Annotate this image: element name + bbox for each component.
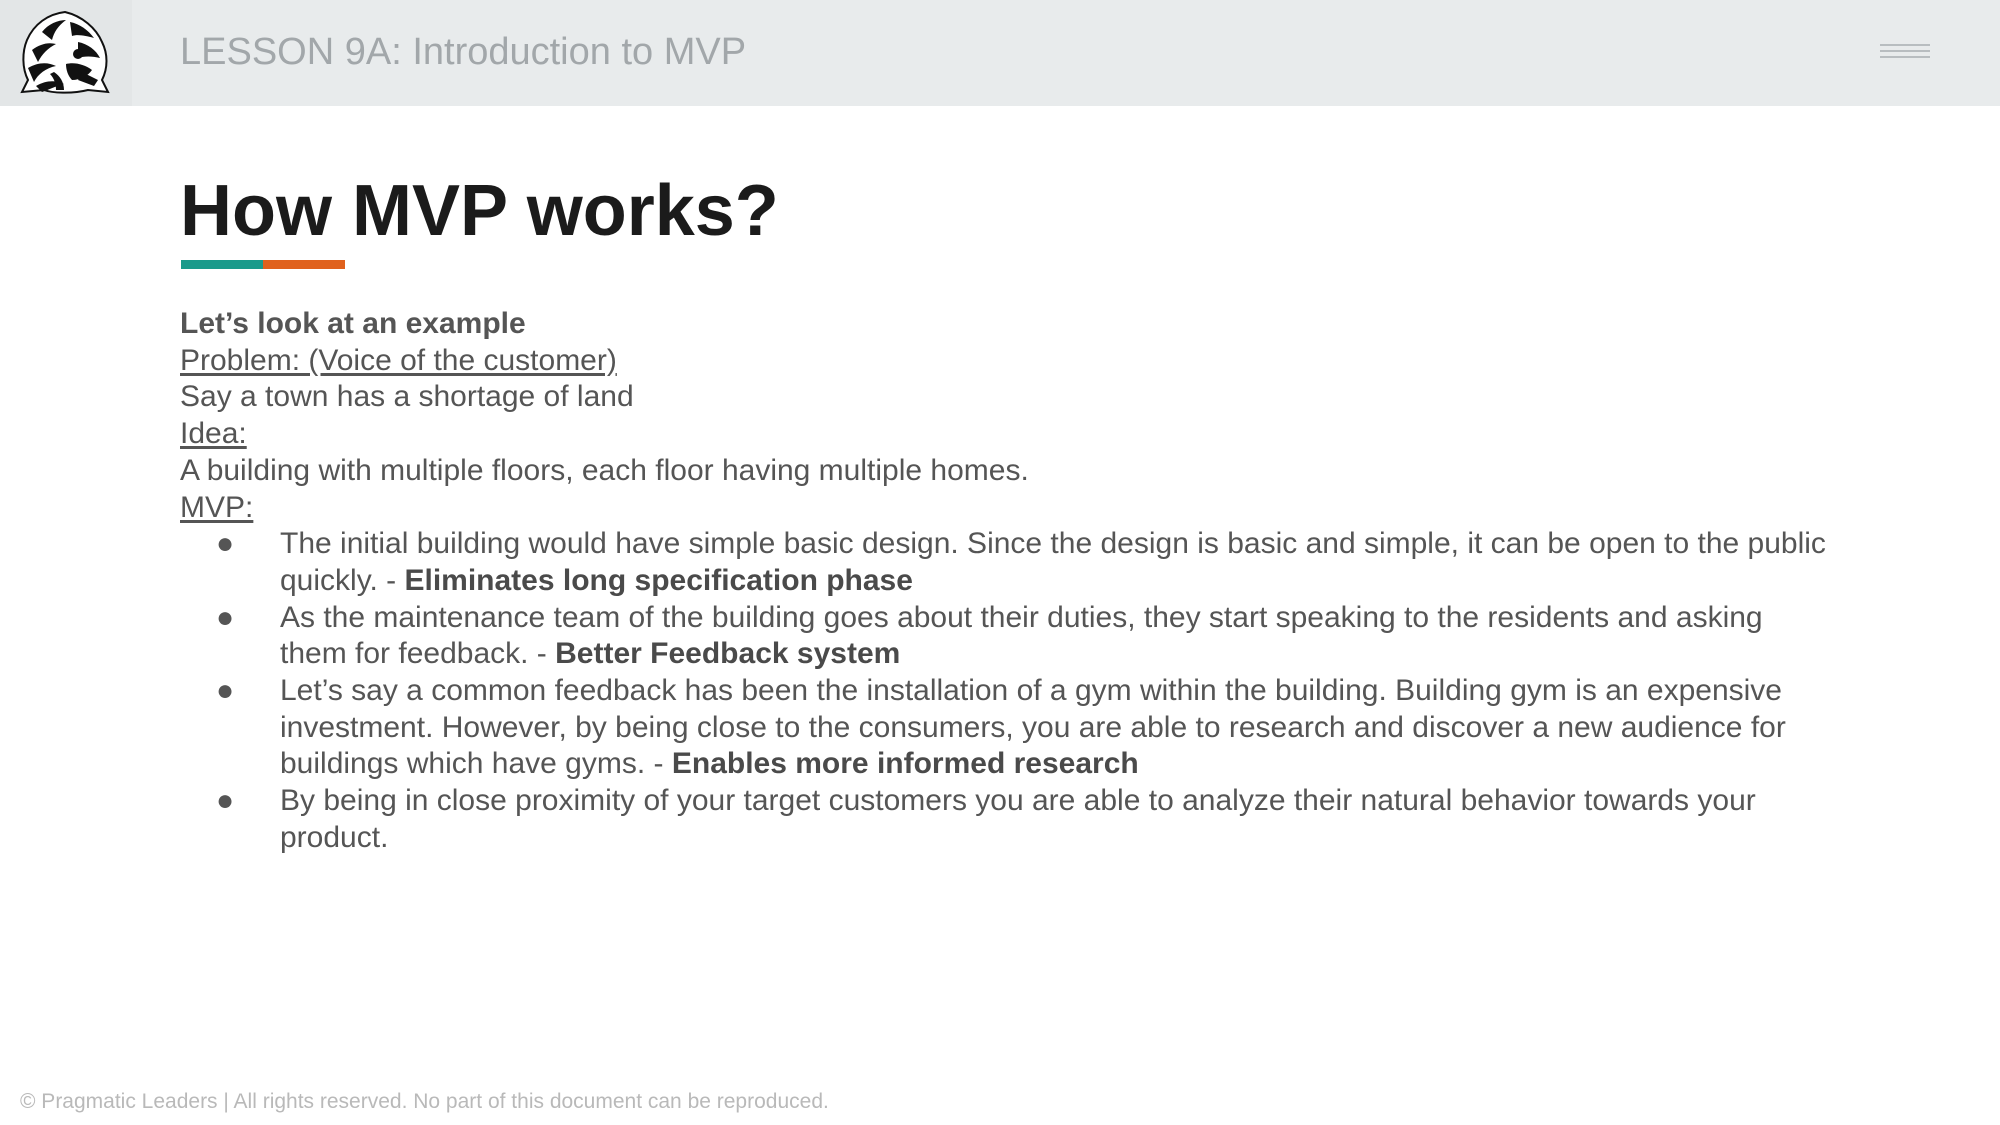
problem-label: Problem: (Voice of the customer) [180,343,617,377]
logo-container[interactable] [0,0,132,106]
bullet-text-line [280,746,1980,783]
hamburger-menu-icon[interactable] [1880,44,1930,64]
bullet-text: quickly. - [280,563,405,597]
bullet-emphasis: Enables more informed research [671,747,1139,781]
bullet-text: them for feedback. - [280,637,556,671]
list-item [180,600,1980,673]
menu-line [1880,56,1930,58]
menu-line [1880,44,1930,46]
slide-title: How MVP works? [180,171,779,251]
copyright-footer: © Pragmatic Leaders | All rights reserved. No part of this document can be reproduced. [20,1090,829,1113]
accent-teal-segment [181,260,263,269]
mvp-bullet-list [180,526,1826,856]
header-bar [0,0,2000,106]
bullet-dot-icon: ● [216,527,235,561]
bullet-text-line: Let’s say a common feedback has been the installation of a gym within the building. Building gym is an expensive [280,674,1782,708]
accent-orange-segment [263,260,345,269]
tiger-head-logo-icon [18,10,112,94]
bullet-text-line: product. [280,820,389,854]
bullet-text-line [280,563,1980,600]
idea-label: Idea: [180,417,247,451]
title-accent-rule [181,260,345,269]
list-item [180,673,1980,783]
idea-text: A building with multiple floors, each floor having multiple homes. [180,453,1029,487]
bullet-text-line: The initial building would have simple basic design. Since the design is basic and simple, it can be open to the public [280,527,1826,561]
bullet-dot-icon: ● [216,674,235,708]
slide-body [180,306,1826,857]
lesson-title: LESSON 9A: Introduction to MVP [180,31,747,73]
problem-text: Say a town has a shortage of land [180,380,634,414]
list-item [180,526,1980,599]
bullet-text-line: investment. However, by being close to the consumers, you are able to research and discover a new audience for [280,710,1786,744]
bullet-emphasis: Better Feedback system [555,637,901,671]
bullet-text: buildings which have gyms. - [280,747,672,781]
bullet-text-line [280,636,1980,673]
bullet-text-line: By being in close proximity of your target customers you are able to analyze their natural behavior towards your [280,784,1756,818]
list-item [180,783,1980,856]
menu-line [1880,50,1930,52]
bullet-text-line: As the maintenance team of the building goes about their duties, they start speaking to the residents and asking [280,600,1763,634]
bullet-dot-icon: ● [216,784,235,818]
lead-line: Let’s look at an example [180,307,526,340]
bullet-emphasis: Eliminates long specification phase [404,563,913,597]
mvp-label: MVP: [180,490,254,524]
bullet-dot-icon: ● [216,600,235,634]
